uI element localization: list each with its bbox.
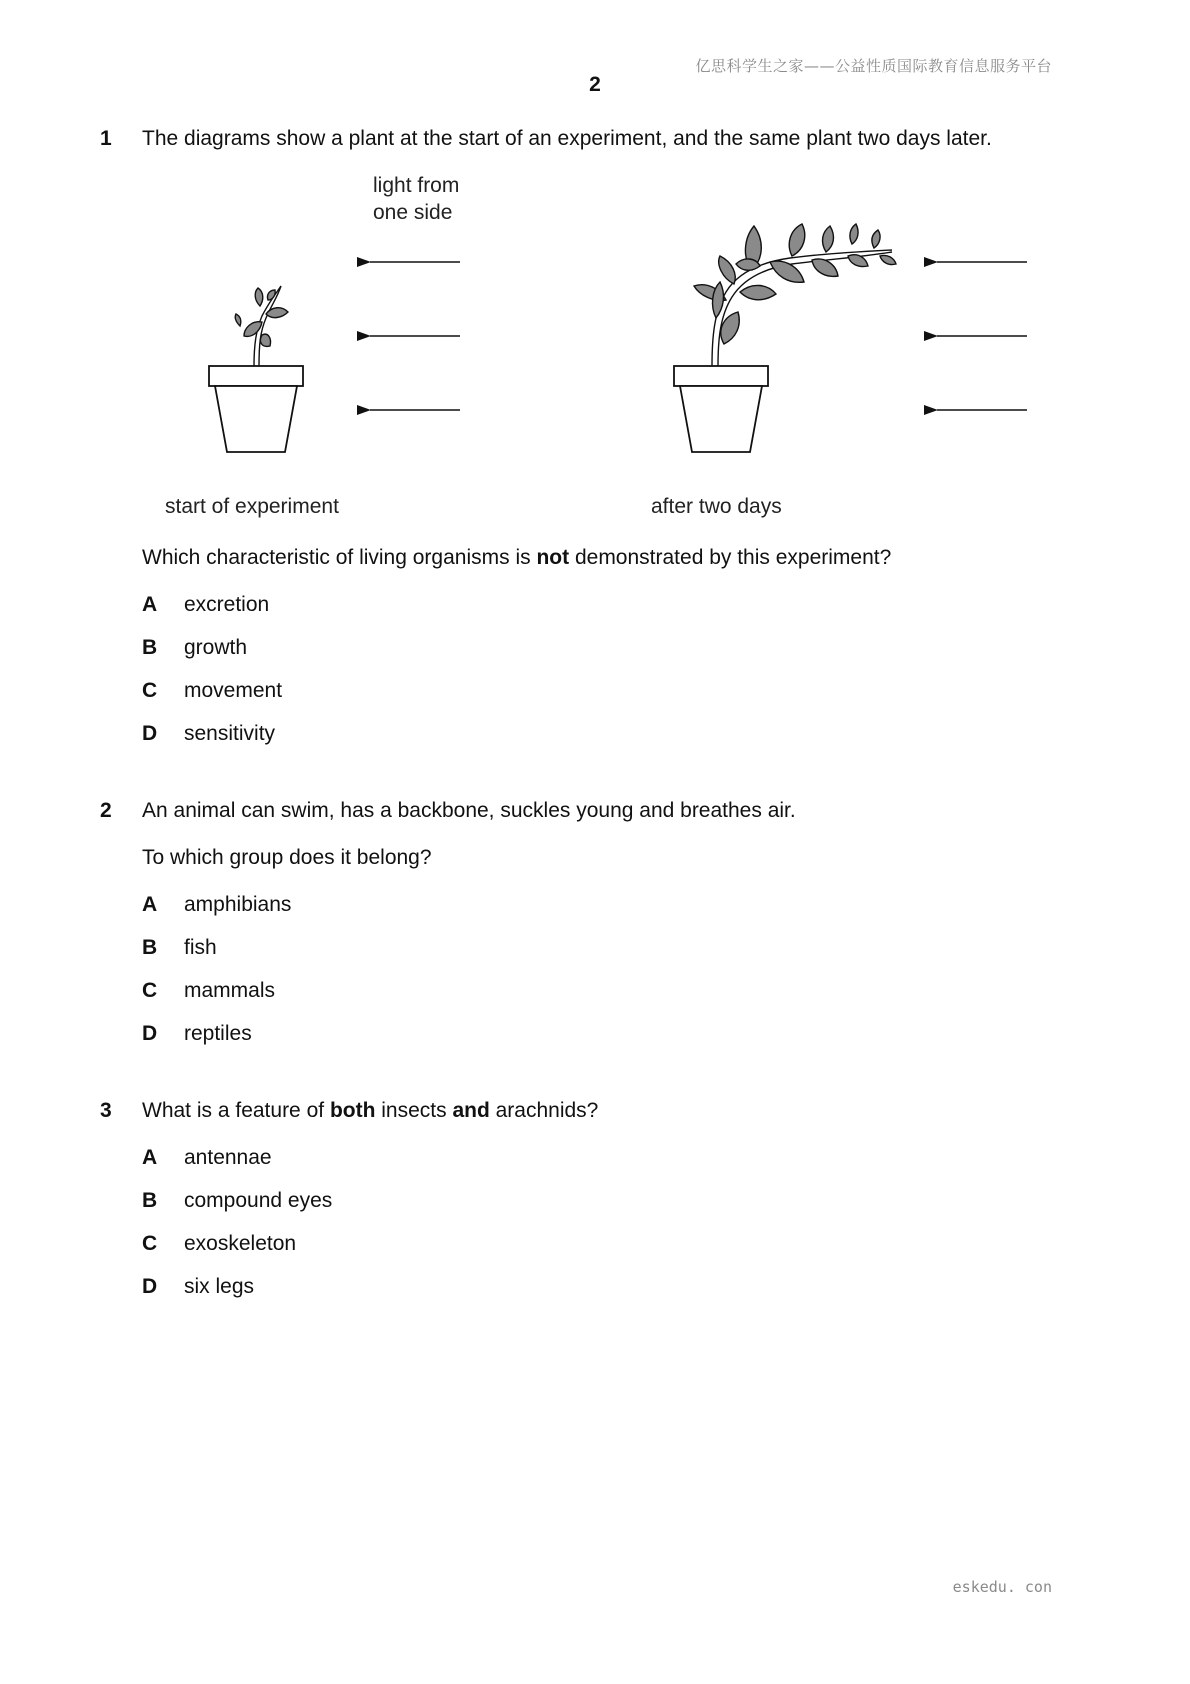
question-3-emphasis-both: both bbox=[329, 1099, 376, 1122]
q2-option-b-letter: B bbox=[142, 936, 158, 959]
question-2-prompt: To which group does it belong? bbox=[142, 846, 432, 869]
q3-option-d-letter: D bbox=[142, 1275, 158, 1298]
question-2-stem: An animal can swim, has a backbone, suckles young and breathes air. bbox=[142, 799, 796, 822]
q3-option-d-text: six legs bbox=[184, 1275, 255, 1298]
caption-start-of-experiment: start of experiment bbox=[165, 495, 339, 518]
q3-option-a-text: antennae bbox=[184, 1146, 272, 1169]
q1-option-b-text: growth bbox=[184, 636, 248, 659]
question-1-stem: The diagrams show a plant at the start of an experiment, and the same plant two days later. bbox=[142, 127, 992, 150]
seedling-start bbox=[235, 286, 288, 366]
q1-option-c-letter: C bbox=[142, 679, 158, 702]
q3-option-c-letter: C bbox=[142, 1232, 158, 1255]
q1-option-c-text: movement bbox=[184, 679, 283, 702]
light-label-line1: light from bbox=[373, 174, 460, 197]
plant-phototropism-diagram bbox=[0, 0, 1190, 520]
footer-site: eskedu. con bbox=[952, 1578, 1052, 1596]
q2-option-a-letter: A bbox=[142, 893, 158, 916]
q1-option-a-text: excretion bbox=[184, 593, 270, 616]
q1-option-a-letter: A bbox=[142, 593, 158, 616]
question-1-number: 1 bbox=[100, 127, 112, 150]
q3-option-a-letter: A bbox=[142, 1146, 158, 1169]
page-number: 2 bbox=[589, 73, 601, 96]
caption-after-two-days: after two days bbox=[651, 495, 782, 518]
q2-option-b-text: fish bbox=[184, 936, 217, 959]
q1-option-b-letter: B bbox=[142, 636, 158, 659]
plant-after bbox=[694, 224, 896, 366]
light-arrows-right bbox=[937, 262, 1027, 410]
question-3-stem: What is a feature of both insects and arachnids? bbox=[142, 1099, 599, 1122]
pot-after bbox=[674, 366, 768, 452]
question-1-emphasis: not bbox=[536, 546, 570, 569]
q3-option-b-letter: B bbox=[142, 1189, 158, 1212]
question-3-emphasis-and: and bbox=[452, 1099, 490, 1122]
q1-option-d-text: sensitivity bbox=[184, 722, 276, 745]
q2-option-a-text: amphibians bbox=[184, 893, 292, 916]
watermark-header: 亿思科学生之家——公益性质国际教育信息服务平台 bbox=[695, 57, 1052, 75]
pot-start bbox=[209, 366, 303, 452]
question-1-prompt: Which characteristic of living organisms is not demonstrated by this experiment? bbox=[142, 546, 892, 569]
question-2-number: 2 bbox=[100, 799, 112, 822]
light-label-line2: one side bbox=[373, 201, 453, 224]
q2-option-c-letter: C bbox=[142, 979, 158, 1002]
light-arrows-left bbox=[370, 262, 460, 410]
q2-option-d-letter: D bbox=[142, 1022, 158, 1045]
q2-option-c-text: mammals bbox=[184, 979, 276, 1002]
q3-option-b-text: compound eyes bbox=[184, 1189, 333, 1212]
q3-option-c-text: exoskeleton bbox=[184, 1232, 297, 1255]
question-3-number: 3 bbox=[100, 1099, 112, 1122]
q1-option-d-letter: D bbox=[142, 722, 158, 745]
q2-option-d-text: reptiles bbox=[184, 1022, 252, 1045]
